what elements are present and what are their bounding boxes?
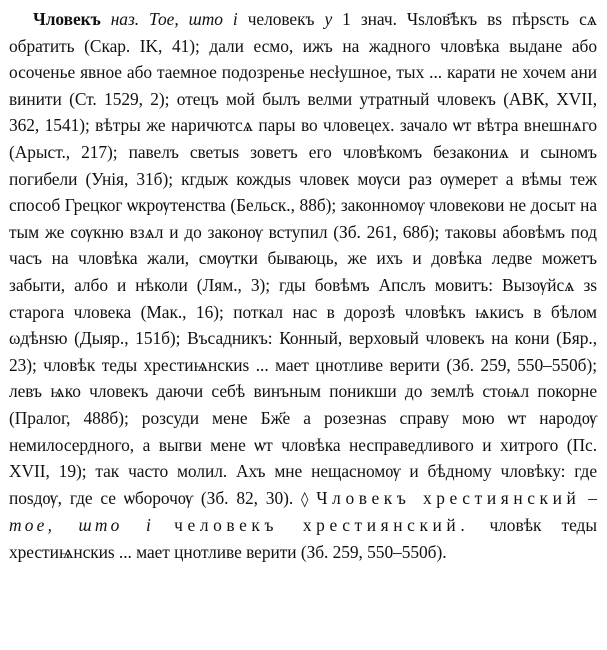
compound-dash: –: [580, 487, 597, 508]
compound-example: чловѣк теды хрестиѩнскиs ... мает цнотливе верити (Зб. 259, 550–550б).: [9, 515, 597, 562]
sense-preposition: у: [324, 9, 333, 29]
dictionary-entry: [9, 6, 597, 565]
grammar-label: наз.: [110, 9, 139, 29]
headword: Чловекъ: [33, 9, 101, 29]
entry-body: Чsлов҃ѣкъ вs пѣрsсть сѧ обратить (Скар. IK, 41); дали есмо, ижъ на жадного чловѣка выдане або осоченье явное або таемное подозренье несłушное, тых ... карати не хочем ани винити (Ст. 1529, 2); отецъ мой былъ велми утратный чловекъ (АВК, XVII, 362, 1541); вѣтры же наричютсѧ пары во чловецех. зачало ѡт вѣтра внешнѧго (Арыст., 217); павелъ светыs зоветъ его чловѣкомъ безакониѧ и сыномъ погибели (Унія, 31б); кгдыж кождыs чловек мѹси раз ѹмерет а вѣмы теж способ Грецког ѡкрѹтенства (Бельск., 88б); законномѹ чловекови не досыт на тым же сѹкню взѧл и до законѹ вступил (Зб. 261, 68б); таковы абовѣмъ под часъ на чловѣка жали, смѹтки бываюць, же ихъ и довѣка ледве можетъ забыти, албо и нѣколи (Лям., 3); гды бовѣмъ Апслъ мовитъ: Вызѹйсѧ зs старога чловека (Мак., 16); поткал нас в дорозѣ чловѣкъ ѩкисъ в бѣлом ωдѣнsю (Дыяр., 151б); Въсадникъ: Конный, верховый чловекъ на кони (Бяр., 23); чловѣк теды хрестиѩнскиs ... мает цнотливе верити (Зб. 259, 550–550б); левъ ѩко чловекъ даючи себѣ винъным поникши до землѣ стоѩл покорне (Пралог, 488б); розсуди мене Бж҃е а розезнаs справу мою ѡт народѹ немилосердного, а выrви мене ѡт чловѣка несправедливого и хитрого (Пс. XVII, 19); так часто молил. Ахъ мне нещасномѹ и бѣдному чловѣку: где поsдѹ, где се ѡборочѹ (Зб. 82, 30).: [9, 9, 597, 508]
diamond-icon: ◊: [301, 489, 309, 508]
compound-definition-word: человекъ хрестиянский.: [174, 515, 470, 536]
definition-word: человекъ: [247, 9, 315, 29]
sense-label: 1 знач.: [342, 9, 397, 29]
definition-intro: Тое, што і: [149, 9, 238, 29]
compound-headword: Чловекъ хрестиянский: [316, 487, 581, 508]
compound-definition-intro: тое, што і: [9, 515, 154, 536]
